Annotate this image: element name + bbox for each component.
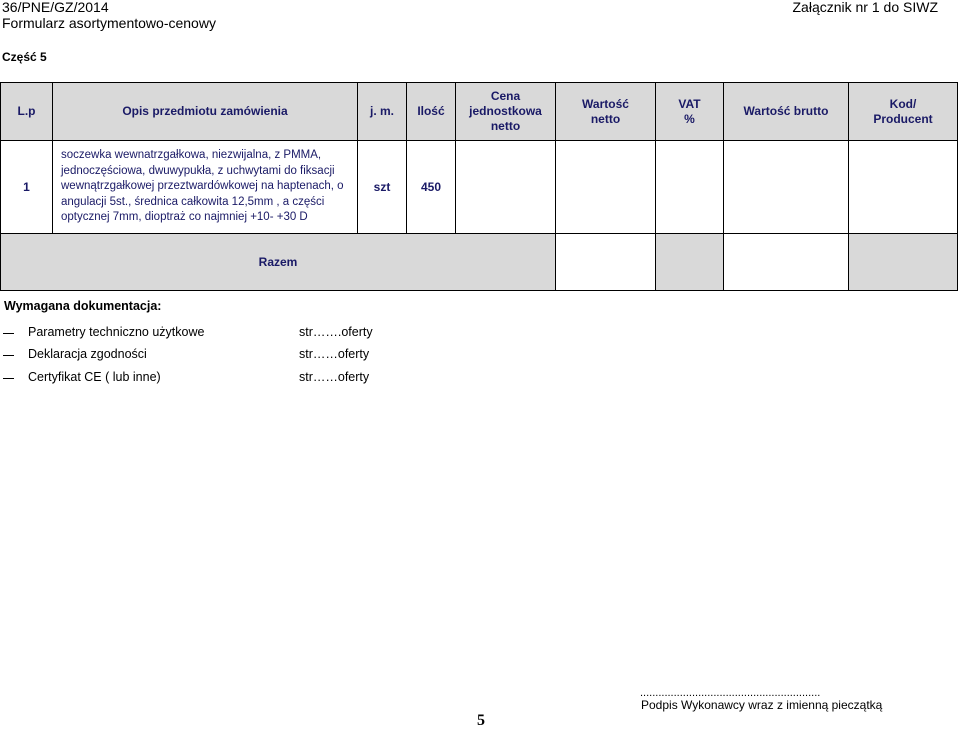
row-code-cell[interactable]	[849, 141, 958, 234]
col-unit-price: Cena jednostkowa netto	[456, 83, 556, 141]
documentation-item	[0, 347, 420, 363]
total-code-cell	[849, 234, 958, 291]
attachment-label: Załącznik nr 1 do SIWZ	[792, 0, 938, 15]
row-quantity: 450	[407, 141, 456, 234]
row-net-value-cell[interactable]	[556, 141, 656, 234]
documentation-item	[0, 370, 420, 386]
row-unit-price-cell[interactable]	[456, 141, 556, 234]
document-reference: 36/PNE/GZ/2014	[2, 0, 109, 15]
signature-line: ...........................................................	[640, 687, 821, 699]
col-description: Opis przedmiotu zamówienia	[53, 83, 358, 141]
header-left	[2, 0, 216, 31]
documentation-item-label: Parametry techniczno użytkowe	[28, 325, 205, 339]
dash-bullet	[3, 355, 14, 356]
dash-bullet	[3, 378, 14, 379]
documentation-item-label: Deklaracja zgodności	[28, 347, 147, 361]
table-row	[1, 141, 958, 234]
col-net-value: Wartość netto	[556, 83, 656, 141]
form-title: Formularz asortymentowo-cenowy	[2, 15, 216, 31]
documentation-item	[0, 325, 420, 341]
col-quantity: Ilość	[407, 83, 456, 141]
total-row	[1, 234, 958, 291]
documentation-item-ref: str……oferty	[299, 370, 370, 384]
signature-label: Podpis Wykonawcy wraz z imienną pieczątką	[641, 698, 883, 712]
col-unit: j. m.	[358, 83, 407, 141]
col-code: Kod/ Producent	[849, 83, 958, 141]
pricing-table	[0, 82, 958, 291]
documentation-item-ref: str…….oferty	[299, 325, 373, 339]
documentation-item-label: Certyfikat CE ( lub inne)	[28, 370, 161, 384]
row-description: soczewka wewnatrzgałkowa, niezwijalna, z PMMA, jednoczęściowa, dwuwypukła, z uchwytami do fiksacji wewnątrzgałkowej przeztwardówkowej na haptenach, o angulacji 5st., średnica całkowita 12,5mm , a części optycznej 7mm, dioptraż co najmniej +10- +30 D	[53, 141, 358, 234]
total-gross-value-cell[interactable]	[724, 234, 849, 291]
col-vat: VAT %	[656, 83, 724, 141]
row-vat-cell[interactable]	[656, 141, 724, 234]
documentation-item-ref: str……oferty	[299, 347, 370, 361]
page-number: 5	[477, 712, 485, 729]
total-net-value-cell[interactable]	[556, 234, 656, 291]
dash-bullet	[3, 333, 14, 334]
documentation-title: Wymagana dokumentacja:	[4, 299, 162, 313]
total-label: Razem	[1, 234, 556, 291]
col-lp: L.p	[1, 83, 53, 141]
table-header-row	[1, 83, 958, 141]
row-unit: szt	[358, 141, 407, 234]
part-label: Część 5	[2, 50, 47, 64]
col-gross-value: Wartość brutto	[724, 83, 849, 141]
total-vat-cell	[656, 234, 724, 291]
row-gross-value-cell[interactable]	[724, 141, 849, 234]
row-lp: 1	[1, 141, 53, 234]
